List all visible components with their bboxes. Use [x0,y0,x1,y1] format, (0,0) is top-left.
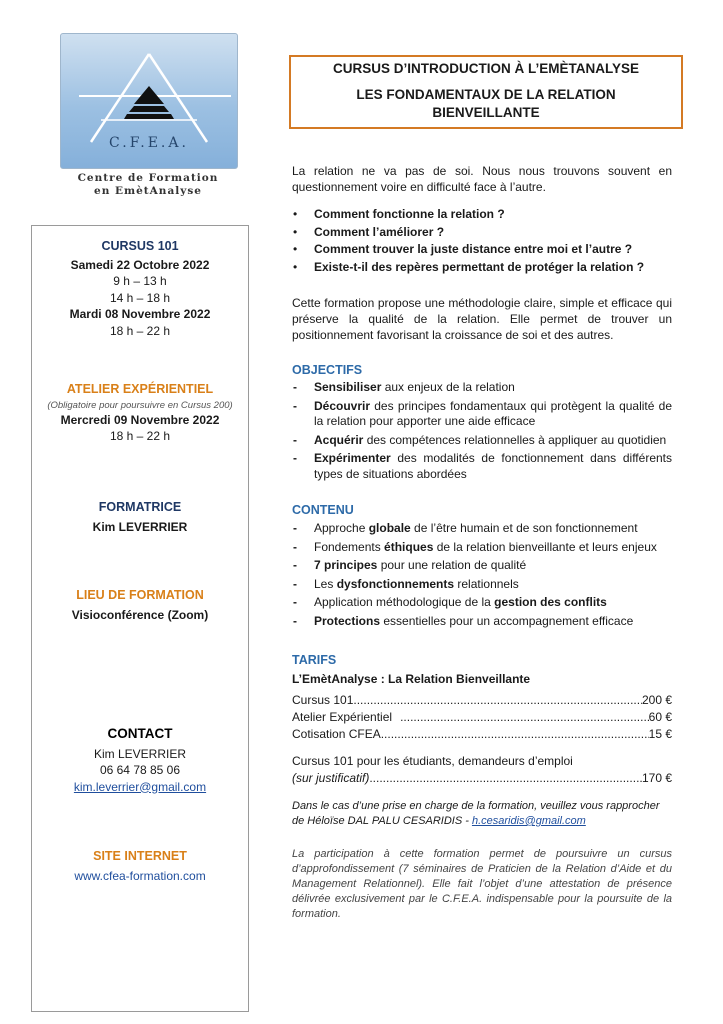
cursus-section [32,238,248,339]
table-row: Cotisation CFEA ..... 15 € [292,726,672,743]
title-line3: BIENVEILLANTE [432,105,540,120]
contact-name: Kim LEVERRIER [93,746,187,761]
contact-section [32,726,248,795]
atelier-title: ATELIER EXPÉRIENTIEL [66,382,214,396]
cursus-date2: Mardi 08 Novembre 2022 [69,307,211,321]
formatrice-section [32,499,248,535]
contact-phone: 06 64 78 85 06 [99,763,181,777]
formatrice-name: Kim LEVERRIER [92,519,188,534]
list-item: • Existe-t-il des repères permettant de protéger la relation ? [292,259,672,277]
cfea-logo [60,33,238,169]
cursus-time3: 18 h – 22 h [109,323,171,338]
lieu-title: LIEU DE FORMATION [76,588,204,602]
objectifs-list [292,380,672,485]
tarifs-table [292,692,672,743]
prise-en-charge-note: Dans le cas d’une prise en charge de la formation, veuillez vous rapprocher de Héloïse DAL PALU CESARIDIS - h.cesaridis@gmail.com [292,800,660,827]
list-item: - Sensibiliser aux enjeux de la relation [293,380,515,394]
cursus-title: CURSUS 101 [101,239,179,253]
tarif-reduit [292,753,672,787]
objectifs-title: OBJECTIFS [292,363,363,377]
logo-caption-line1: Centre de Formation [77,172,219,184]
cursus-time2: 14 h – 18 h [109,290,171,305]
title-box [289,55,683,129]
site-title: SITE INTERNET [93,849,187,863]
title-line2: LES FONDAMENTAUX DE LA RELATION [356,87,616,102]
atelier-note: (Obligatoire pour poursuivre en Cursus 200) [47,399,233,411]
footer-note: La participation à cette formation permet de poursuivre un cursus d’approfondissement (7 séminaires de Praticien de la Relation d’Aide et du Management Relationnel). Elle fait l’objet d’une attestation de présence délivrée exclusivement par le C.F.E.A. indispensable pour la poursuite de la formation. [292,848,672,920]
question-list [292,206,672,276]
lieu-section [32,587,248,623]
tarifs-title: TARIFS [292,653,337,667]
lieu-value: Visioconférence (Zoom) [71,607,209,622]
contact-email-link[interactable]: kim.leverrier@gmail.com [73,779,207,794]
atelier-section [32,381,248,445]
sidebar-panel [31,225,249,1012]
table-row: Atelier Expérientiel ..... 60 € [292,709,672,726]
list-item: • Comment trouver la juste distance entre moi et l’autre ? [292,241,672,259]
tarifs-subtitle: L’EmètAnalyse : La Relation Bienveillante [292,672,531,686]
atelier-date: Mercredi 09 Novembre 2022 [60,412,220,427]
table-row: (sur justificatif) ..... 170 € [292,770,672,787]
table-row: Cursus 101 ..... 200 € [292,692,672,709]
tarif-reduit-line1: Cursus 101 pour les étudiants, demandeurs d’emploi [292,754,573,768]
logo-caption [60,172,236,198]
contenu-title: CONTENU [292,503,354,517]
cursus-time1: 9 h – 13 h [113,274,167,288]
list-item: - Fondements éthiques de la relation bienveillante et leurs enjeux [293,539,657,554]
title-line1: CURSUS D’INTRODUCTION À L’EMÈTANALYSE [332,61,640,76]
list-item: • Comment l’améliorer ? [292,224,672,242]
list-item: - Expérimenter des modalités de fonctionnement dans différents types de situations abordées [293,451,672,481]
intro-text2: Cette formation propose une méthodologie claire, simple et efficace qui préserve la qualité de la relation. Elle permet de trouver un positionnement favorisant la croissance de soi et des autres. [292,296,672,342]
formatrice-title: FORMATRICE [98,500,182,514]
cursus-date1: Samedi 22 Octobre 2022 [70,257,210,272]
list-item: - Approche globale de l’être humain et de son fonctionnement [293,521,638,535]
list-item: - 7 principes pour une relation de qualité [293,558,527,572]
atelier-time: 18 h – 22 h [109,429,171,443]
list-item: - Les dysfonctionnements relationnels [293,576,519,591]
cesaridis-email-link[interactable]: h.cesaridis@gmail.com [471,815,586,827]
list-item: - Acquérir des compétences relationnelles à appliquer au quotidien [293,432,667,447]
logo-text: C.F.E.A. [109,135,189,151]
contact-title: CONTACT [107,726,173,741]
logo-caption-line2: en EmètAnalyse [94,185,202,197]
list-item: - Protections essentielles pour un accompagnement efficace [293,613,634,628]
list-item: • Comment fonctionne la relation ? [292,206,672,224]
intro-text: La relation ne va pas de soi. Nous nous trouvons souvent en questionnement voire en difficulté face à l’autre. [292,164,672,194]
list-item: - Découvrir des principes fondamentaux qui protègent la qualité de la relation pour apporter une aide efficace [293,398,672,428]
contenu-list [292,521,672,632]
site-section [32,848,248,884]
site-url-link[interactable]: www.cfea-formation.com [74,868,206,883]
list-item: - Application méthodologique de la gestion des conflits [293,595,607,609]
